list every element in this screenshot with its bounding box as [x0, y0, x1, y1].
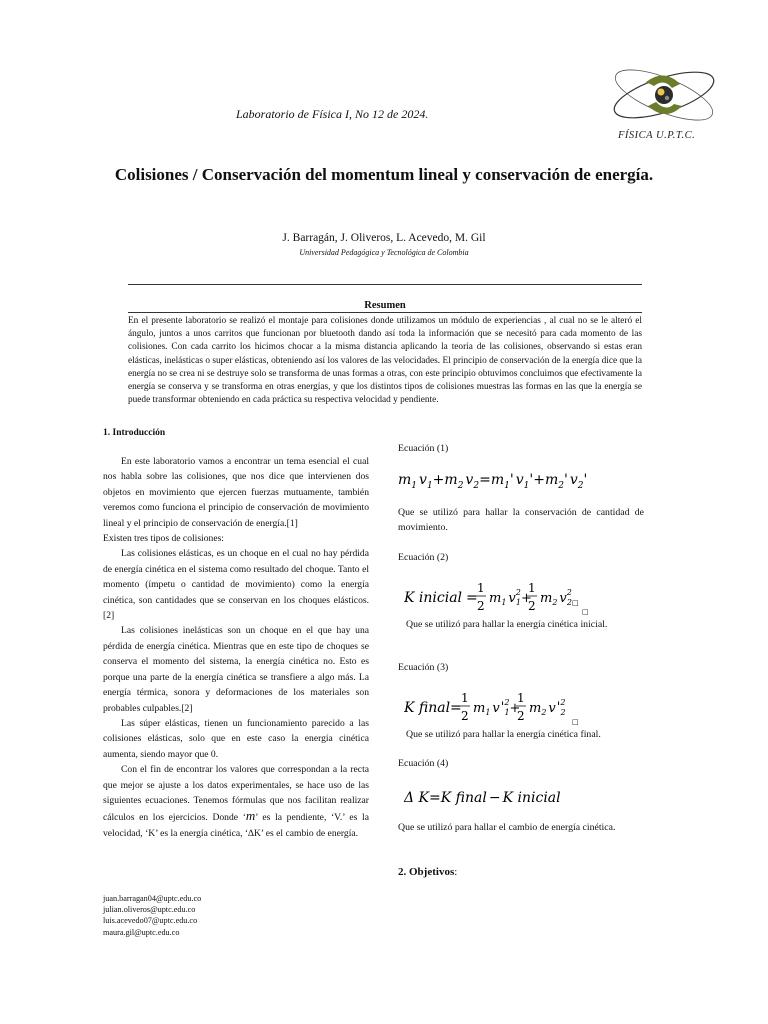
intro-paragraph-1: En este laboratorio vamos a encontrar un tema esencial el cual nos habla sobre las colisiones, que nos dice que intervienen dos objetos en movimiento que ejercen fuerzas mutuamente, también veremos como funciona el principio de conservación de movimiento lineal y el principio de conservación de energía.[1] — [103, 456, 369, 529]
svg-text:2: 2 — [517, 709, 525, 723]
svg-text:□: □ — [582, 608, 589, 616]
equation-1-label: Ecuación (1) — [398, 443, 449, 454]
slope-symbol: m — [245, 808, 256, 824]
svg-text:1: 1 — [517, 691, 525, 705]
introduction-body — [103, 454, 369, 841]
svg-text:1: 1 — [461, 691, 469, 705]
authors: J. Barragán, J. Oliveros, L. Acevedo, M. Gil — [282, 232, 486, 244]
svg-text:m2v'22: $m_2$ $v'^2$ 2 — [529, 698, 566, 717]
section-objectives-heading — [398, 866, 457, 878]
svg-text:=: = — [466, 590, 478, 606]
equation-2-initial-kinetic — [404, 574, 604, 618]
equation-4-description: Que se utilizó para hallar el cambio de energía cinética. — [398, 822, 616, 833]
intro-text-part-b: ’ es la pendiente, ‘V.’ es la velocidad, ‘K’ es la energía cinética, ‘∆K’ es el cambio de energía. — [103, 812, 369, 839]
objectives-title: 2. Objetivos — [398, 866, 455, 878]
email: maura.gil@uptc.edu.co — [103, 927, 180, 937]
svg-text:=: = — [450, 700, 462, 716]
equation-3-final-kinetic — [404, 684, 604, 728]
intro-paragraph-superelastic: Las súper elásticas, tienen un funcionamiento parecido a las colisiones elásticas, solo que en este caso la energía cinética aumenta, siendo mayor que 0. — [103, 717, 369, 760]
equation-4-label: Ecuación (4) — [398, 758, 449, 769]
intro-paragraph-equations — [103, 762, 369, 841]
objectives-colon: : — [454, 866, 458, 878]
svg-text:m1v1+m2v2=m1'v1'+m2'v2': $m_1$ $v_1+m_2$ $v_2=m_1'$ $v_1'+m_2'$ $v_2'$ — [398, 472, 588, 491]
intro-paragraph-elastic: Las colisiones elásticas, es un choque en el cual no hay pérdida de energía cinética en el sistema como resultado del choque. Tanto el momento (ímpetu o cantidad de movimiento) como la energía cinética, son cantidades que se conservan en los choques elásticos.[2] — [103, 548, 369, 622]
svg-text:K final: K final — [404, 700, 451, 716]
svg-text:m1v'21+: $m_1$ $v'^2$ 1+ — [473, 698, 521, 717]
logo-caption: FÍSICA U.P.T.C. — [618, 130, 696, 141]
svg-text:K inicial: K inicial — [404, 590, 463, 606]
equation-3-label: Ecuación (3) — [398, 662, 449, 673]
svg-text:m1v21+: $m_1$ $v^2$ 1+ — [489, 588, 532, 607]
abstract-heading: Resumen — [128, 300, 642, 313]
section-introduction-heading: 1. Introducción — [103, 428, 166, 438]
svg-text:2: 2 — [528, 599, 536, 613]
svg-text:2: 2 — [461, 709, 469, 723]
equation-1-momentum — [398, 466, 588, 492]
equation-3-description: Que se utilizó para hallar la energía cinética final. — [406, 729, 601, 740]
svg-text:2: 2 — [477, 599, 485, 613]
svg-text:Δ K=K final−K inicial: Δ K=K final − K inicial — [404, 790, 561, 806]
email: juan.barragan04@uptc.edu.co — [103, 894, 202, 903]
equation-2-description: Que se utilizó para hallar la energía cinética inicial. — [406, 619, 608, 630]
email: luis.acevedo07@uptc.edu.co — [103, 916, 198, 926]
author-emails — [103, 893, 201, 938]
abstract-text: En el presente laboratorio se realizó el montaje para colisiones donde utilizamos un módulo de experiencias , al cual no se le alteró el ángulo, juntos a unos carritos que funcionan por bluetooth dando así toda la información que se necesitó para cada momento de las colisiones. Con cada carrito los hicimos chocar a la misma distancia aplicando la teoría de las colisiones, observando si estas eran elásticas, inelásticas o super elásticas, obteniendo así los valores de las velocidades. El principio de conservación de la energía dice que la energía no se crea ni se destruye solo se transforma de unas formas a otras, con este principio obtuvimos concluimos que efectivamente la energía se conserva y se transforma en otras energías, y que los distintos tipos de colisiones muestras las formas en las que la energía se puede transformar obteniendo en cada práctica su respectiva velocidad y pendiente. — [128, 316, 642, 406]
equation-2-label: Ecuación (2) — [398, 552, 449, 563]
equation-1-description: Que se utilizó para hallar la conservación de cantidad de movimiento. — [398, 507, 644, 534]
journal-header: Laboratorio de Física I, No 12 de 2024. — [236, 107, 429, 121]
uptc-physics-logo — [610, 62, 718, 128]
svg-text:□: □ — [572, 718, 579, 726]
svg-text:1: 1 — [528, 581, 536, 595]
equation-4-delta-kinetic — [404, 784, 604, 810]
email: julian.oliveros@uptc.edu.co — [103, 905, 196, 915]
svg-text:1: 1 — [477, 581, 485, 595]
affiliation: Universidad Pedagógica y Tecnológica de Colombia — [299, 248, 469, 257]
intro-paragraph-inelastic: Las colisiones inelásticas son un choque en el que hay una pérdida de energía cinética. Mientras que en este tipo de choques se conserva el momento del sistema, la energía cinética no. Esto es porque una parte de la energía cinética se transfiere a algo más. La energía térmica, sonora y deformaciones de los materiales son probables culpables.[2] — [103, 625, 369, 714]
title-rule — [128, 284, 642, 285]
intro-paragraph-2: Existen tres tipos de colisiones: — [103, 533, 224, 545]
svg-text:m2v22□: $m_2$ $v^2$ 2□ — [540, 588, 579, 607]
paper-title: Colisiones / Conservación del momentum lineal y conservación de energía. — [114, 165, 654, 184]
intro-text-part-a: Con el fin de encontrar los valores que correspondan a la recta que mejor se ajuste a los datos experimentales, se hace uso de las siguientes ecuaciones. Tenemos fórmulas que nos facilitan realizar cálculos en los ejercicios. Donde ‘ — [103, 764, 369, 824]
